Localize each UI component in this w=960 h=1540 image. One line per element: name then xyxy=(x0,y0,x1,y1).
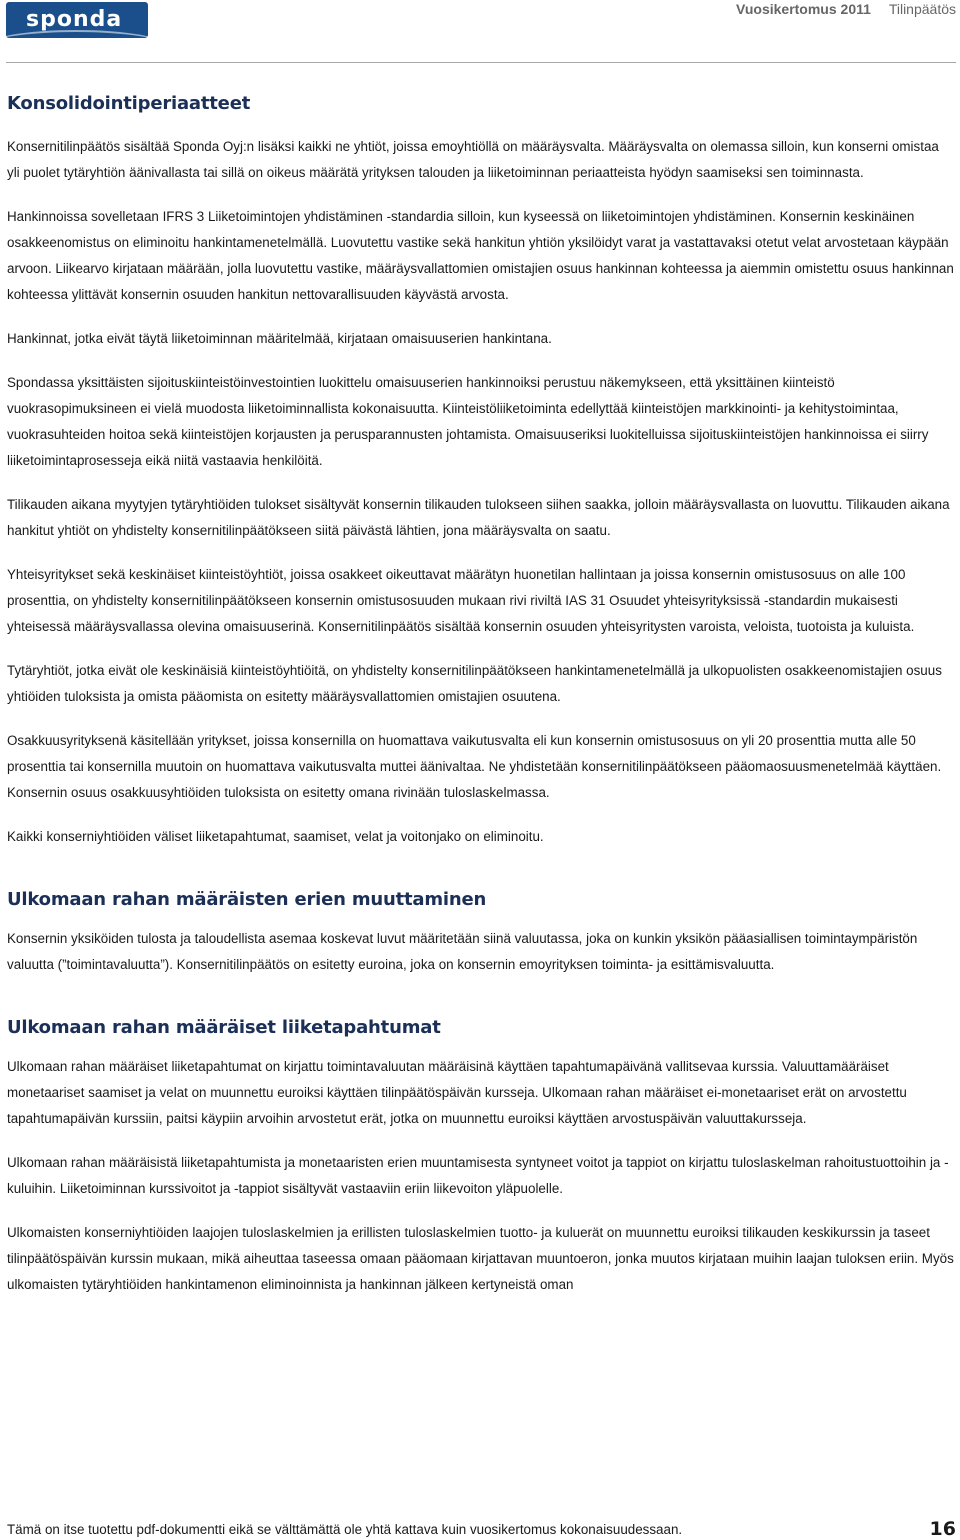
paragraph: Tytäryhtiöt, jotka eivät ole keskinäisiä kiinteistöyhtiöitä, on yhdistelty konsernitilinpäätökseen hankintamenetelmällä ja ulkopuolisten osakkeenomistajien osuus yhtiöiden tuloksista ja omista pääomista on esitetty määräysvallattomien omistajien osuutena. xyxy=(7,663,942,704)
page-number: 16 xyxy=(929,1518,956,1540)
paragraph: Hankinnat, jotka eivät täytä liiketoiminnan määritelmää, kirjataan omaisuuserien hankintana. xyxy=(7,331,552,346)
paragraph: Tilikauden aikana myytyjen tytäryhtiöiden tulokset sisältyvät konsernin tilikauden tulokseen siihen saakka, jolloin määräysvallasta on luovuttu. Tilikauden aikana hankitut yhtiöt on yhdistelty konsernitilinpäätökseen siitä päivästä lähtien, jona määräysvalta on saatu. xyxy=(7,497,950,538)
page-header xyxy=(736,0,956,18)
logo-swoosh xyxy=(6,28,148,38)
paragraph: Ulkomaan rahan määräisistä liiketapahtumista ja monetaaristen erien muuntamisesta syntyneet voitot ja tappiot on kirjattu tuloslaskelman rahoitustuottoihin ja -kuluihin. Liiketoiminnan kurssivoitot ja -tappiot sisältyvät vastaaviin eriin liikevoiton yläpuolelle. xyxy=(7,1155,949,1196)
paragraph: Konsernin yksiköiden tulosta ja taloudellista asemaa koskevat luvut määritetään siinä valuutassa, joka on kunkin yksikön pääasiallisen toimintaympäristön valuutta (”toimintavaluutta”). Konsernitilinpäätös on esitetty euroina, joka on konsernin emoyrityksen toiminta- ja esittämisvaluutta. xyxy=(7,931,918,972)
paragraph: Osakkuusyrityksenä käsitellään yritykset, joissa konsernilla on huomattava vaikutusvalta eli kun konsernin omistusosuus on yli 20 prosenttia mutta alle 50 prosenttia tai konsernilla muutoin on huomattava vaikutusvalta muttei äänivaltaa. Ne yhdistetään konsernitilinpäätökseen pääomaosuusmenetelmää käyttäen. Konsernin osuus osakkuusyhtiöiden tuloksista on esitetty omana rivinään tuloslaskelmassa. xyxy=(7,733,942,800)
document-body xyxy=(7,90,955,1316)
section-title: Tilinpäätös xyxy=(888,1,956,17)
footer-disclaimer: Tämä on itse tuotettu pdf-dokumentti eikä se välttämättä ole yhtä kattava kuin vuosikertomus kokonaisuudessaan. xyxy=(7,1522,683,1537)
paragraph: Hankinnoissa sovelletaan IFRS 3 Liiketoimintojen yhdistäminen -standardia silloin, kun kyseessä on liiketoimintojen yhdistäminen. Konsernin keskinäinen osakkeenomistus on eliminoitu hankintamenetelmällä. Luovutettu vastike sekä hankitun yhtiön yksilöidyt varat ja vastattavaksi otetut velat arvostetaan käypään arvoon. Liikearvo kirjataan määrään, jolla luovutettu vastike, määräysvallattomien omistajien osuus hankinnan kohteessa ja aiemmin omistettu osuus hankinnan kohteessa ylittävät konsernin osuuden hankitun nettovarallisuuden käyvästä arvosta. xyxy=(7,209,954,302)
report-title: Vuosikertomus 2011 xyxy=(736,1,871,17)
paragraph: Ulkomaan rahan määräiset liiketapahtumat on kirjattu toimintavaluutan määräisinä käyttäen tapahtumapäivänä vallitsevaa kurssia. Valuuttamääräiset monetaariset saamiset ja velat on muunnettu euroiksi käyttäen tilinpäätöspäivän kursseja. Ulkomaan rahan määräiset ei-monetaariset erät on arvostettu tapahtumapäivän kurssiin, paitsi käypiin arvoihin arvostetut erät, jotka on muunnettu euroiksi käyttäen arvostuspäivän valuuttakursseja. xyxy=(7,1059,907,1126)
section-heading-muuttaminen: Ulkomaan rahan määräisten erien muuttaminen xyxy=(7,889,487,910)
sponda-logo xyxy=(6,2,148,38)
section-heading-konsolidointi: Konsolidointiperiaatteet xyxy=(7,93,251,114)
logo-text: sponda xyxy=(26,7,123,32)
paragraph: Yhteisyritykset sekä keskinäiset kiinteistöyhtiöt, joissa osakkeet oikeuttavat määrätyn huonetilan hallintaan ja joissa konsernin omistusosuus on alle 100 prosenttia, on yhdistelty konsernitilinpäätökseen konsernin omistusosuuden mukaan rivi riviltä IAS 31 Osuudet yhteisyrityksissä -standardin mukaisesti yhteisessä määräysvallassa olevina omaisuuserinä. Konsernitilinpäätös sisältää konsernin osuuden yhteisyritysten varoista, veloista, tuotoista ja kuluista. xyxy=(7,567,915,634)
paragraph: Kaikki konserniyhtiöiden väliset liiketapahtumat, saamiset, velat ja voitonjako on eliminoitu. xyxy=(7,829,544,844)
paragraph: Konsernitilinpäätös sisältää Sponda Oyj:n lisäksi kaikki ne yhtiöt, joissa emoyhtiöllä on määräysvalta. Määräysvalta on olemassa silloin, kun konserni omistaa yli puolet tytäryhtiön äänivallasta tai sillä on oikeus määrätä yrityksen talouden ja liiketoiminnan periaatteista hyödyn saamiseksi sen toiminnasta. xyxy=(7,139,939,180)
header-divider xyxy=(6,62,956,63)
section-heading-liiketapahtumat: Ulkomaan rahan määräiset liiketapahtumat xyxy=(7,1017,441,1038)
paragraph: Ulkomaisten konserniyhtiöiden laajojen tuloslaskelmien ja erillisten tuloslaskelmien tuotto- ja kuluerät on muunnettu euroiksi tilikauden keskikurssin ja taseet tilinpäätöspäivän kurssin mukaan, mikä aiheuttaa taseessa omaan pääomaan kirjattavan muuntoeron, jonka muutos kirjataan muihin laajan tuloksen eriin. Myös ulkomaisten tytäryhtiöiden hankintamenon eliminoinnista ja hankinnan jälkeen kertyneistä oman xyxy=(7,1225,954,1292)
paragraph: Spondassa yksittäisten sijoituskiinteistöinvestointien luokittelu omaisuuserien hankinnoiksi perustuu näkemykseen, että yksittäinen kiinteistö vuokrasopimuksineen ei vielä muodosta liiketoiminnallista kokonaisuutta. Kiinteistöliiketoiminta edellyttää kiinteistöjen markkinointi- ja kehitystoimintaa, vuokrasuhteiden hoitoa sekä kiinteistöjen korjausten ja perusparannusten johtamista. Omaisuuseriksi luokitelluissa sijoituskiinteistöjen hankinnoissa ei siirry liiketoimintaprosesseja eikä niitä vastaavia henkilöitä. xyxy=(7,375,929,468)
